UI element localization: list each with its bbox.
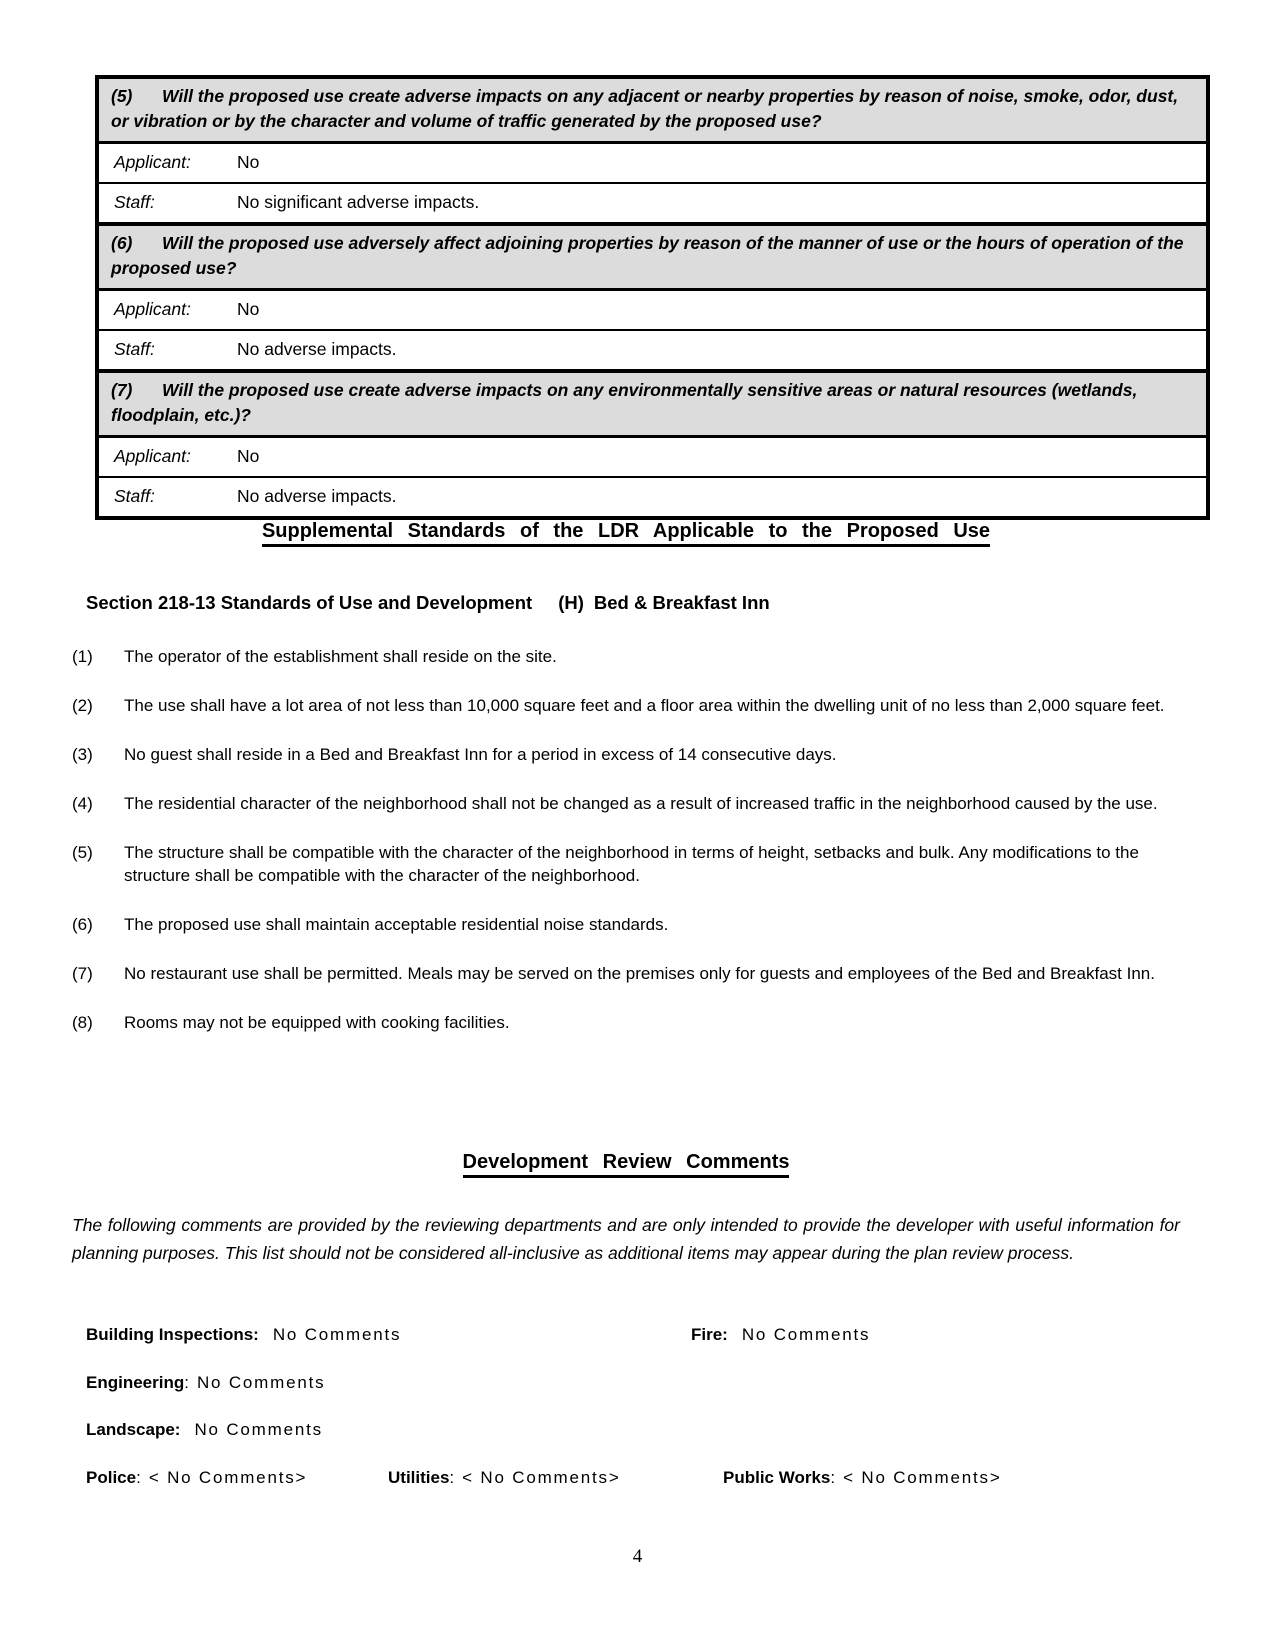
page-number: 4 — [632, 1546, 643, 1567]
fire-label: Fire: — [691, 1325, 728, 1344]
list-item — [72, 694, 1180, 717]
standards-list — [72, 645, 1180, 1060]
development-review-title: Development Review Comments — [463, 1151, 790, 1178]
engineering-value: No Comments — [196, 1373, 326, 1392]
fire-value: No Comments — [741, 1325, 871, 1344]
item-text: The structure shall be compatible with the character of the neighborhood in terms of height, setbacks and bulk. Any modifications to the structure shall be compatible with the character of the neighborhood. — [124, 843, 1139, 885]
police-label: Police — [86, 1468, 137, 1487]
question-number: (7) — [111, 380, 133, 400]
list-item — [72, 792, 1180, 815]
staff-label: Staff: — [114, 339, 155, 359]
applicant-label: Applicant: — [114, 299, 191, 319]
question-block-5 — [99, 79, 1206, 222]
question-header — [99, 79, 1206, 144]
question-block-7 — [99, 369, 1206, 516]
item-number: (6) — [72, 915, 93, 934]
landscape-comments-row — [72, 1418, 1180, 1441]
police-value: < No Comments> — [148, 1468, 308, 1487]
staff-row — [99, 329, 1206, 369]
supplemental-standards-heading — [72, 520, 1180, 543]
supplemental-standards-title: Supplemental Standards of the LDR Applicable to the Proposed Use — [262, 520, 990, 547]
applicant-row — [99, 438, 1206, 476]
question-header — [99, 369, 1206, 438]
question-number: (6) — [111, 233, 133, 253]
section-use-name: Bed & Breakfast Inn — [593, 592, 770, 613]
fire-comments — [691, 1323, 870, 1346]
applicant-response: No — [237, 446, 260, 466]
section-heading — [86, 592, 770, 614]
item-text: The residential character of the neighborhood shall not be changed as a result of increased traffic in the neighborhood caused by the use. — [124, 794, 1158, 813]
question-text: Will the proposed use create adverse impacts on any adjacent or nearby properties by reason of noise, smoke, odor, dust, or vibration or by the character and volume of traffic generated by the proposed use? — [111, 86, 1179, 131]
staff-label: Staff: — [114, 192, 155, 212]
public-works-label: Public Works — [723, 1468, 831, 1487]
item-text: The use shall have a lot area of not less than 10,000 square feet and a floor area within the dwelling unit of no less than 2,000 square feet. — [124, 696, 1165, 715]
question-block-6 — [99, 222, 1206, 369]
public-works-comments — [723, 1466, 1002, 1489]
engineering-comments-row — [72, 1371, 1180, 1394]
staff-row — [99, 182, 1206, 222]
question-text: Will the proposed use create adverse impacts on any environmentally sensitive areas or natural resources (wetlands, floodplain, etc.)? — [111, 380, 1138, 425]
section-title: Section 218-13 Standards of Use and Development — [86, 592, 533, 613]
colon: : — [136, 1468, 141, 1487]
conditional-use-question-table — [95, 75, 1210, 520]
item-number: (7) — [72, 964, 93, 983]
applicant-label: Applicant: — [114, 446, 191, 466]
staff-response: No significant adverse impacts. — [237, 192, 480, 212]
applicant-row — [99, 291, 1206, 329]
applicant-response: No — [237, 299, 260, 319]
list-item — [72, 645, 1180, 668]
development-review-heading — [72, 1151, 1180, 1174]
staff-response: No adverse impacts. — [237, 486, 397, 506]
list-item — [72, 962, 1180, 985]
colon: : — [830, 1468, 836, 1487]
public-works-value: < No Comments> — [843, 1468, 1002, 1487]
staff-row — [99, 476, 1206, 516]
landscape-value: No Comments — [194, 1420, 323, 1439]
staff-label: Staff: — [114, 486, 155, 506]
list-item — [72, 841, 1180, 887]
item-number: (3) — [72, 745, 93, 764]
colon: : — [184, 1373, 189, 1392]
utilities-label: Utilities — [388, 1468, 450, 1487]
colon: : — [449, 1468, 455, 1487]
item-text: No guest shall reside in a Bed and Breakfast Inn for a period in excess of 14 consecutive days. — [124, 745, 837, 764]
building-inspections-value: No Comments — [272, 1325, 402, 1344]
landscape-label: Landscape: — [86, 1420, 181, 1439]
staff-response: No adverse impacts. — [237, 339, 397, 359]
section-marker: (H) — [558, 592, 584, 613]
applicant-response: No — [237, 152, 260, 172]
review-intro-paragraph: The following comments are provided by the reviewing departments and are only intended to provide the developer with useful information for planning purposes. This list should not be considered all-inclusive as additional items may appear during the plan review process. — [72, 1215, 1180, 1263]
applicant-row — [99, 144, 1206, 182]
question-number: (5) — [111, 86, 133, 106]
item-number: (1) — [72, 647, 93, 666]
item-text: The proposed use shall maintain acceptable residential noise standards. — [124, 915, 669, 934]
utilities-comments — [388, 1466, 621, 1489]
building-inspections-label: Building Inspections: — [86, 1325, 259, 1344]
list-item — [72, 913, 1180, 936]
item-text: The operator of the establishment shall reside on the site. — [124, 647, 557, 666]
question-header — [99, 222, 1206, 291]
question-text: Will the proposed use adversely affect adjoining properties by reason of the manner of use or the hours of operation of the proposed use? — [111, 233, 1184, 278]
item-number: (5) — [72, 843, 93, 862]
item-number: (2) — [72, 696, 93, 715]
item-text: Rooms may not be equipped with cooking facilities. — [124, 1013, 510, 1032]
building-fire-comments-row — [72, 1323, 1180, 1346]
item-number: (8) — [72, 1013, 93, 1032]
item-number: (4) — [72, 794, 93, 813]
list-item — [72, 743, 1180, 766]
list-item — [72, 1011, 1180, 1034]
engineering-label: Engineering — [86, 1373, 185, 1392]
item-text: No restaurant use shall be permitted. Meals may be served on the premises only for guests and employees of the Bed and Breakfast Inn. — [124, 964, 1155, 983]
police-utilities-publicworks-row — [72, 1466, 1180, 1489]
utilities-value: < No Comments> — [462, 1468, 621, 1487]
applicant-label: Applicant: — [114, 152, 191, 172]
